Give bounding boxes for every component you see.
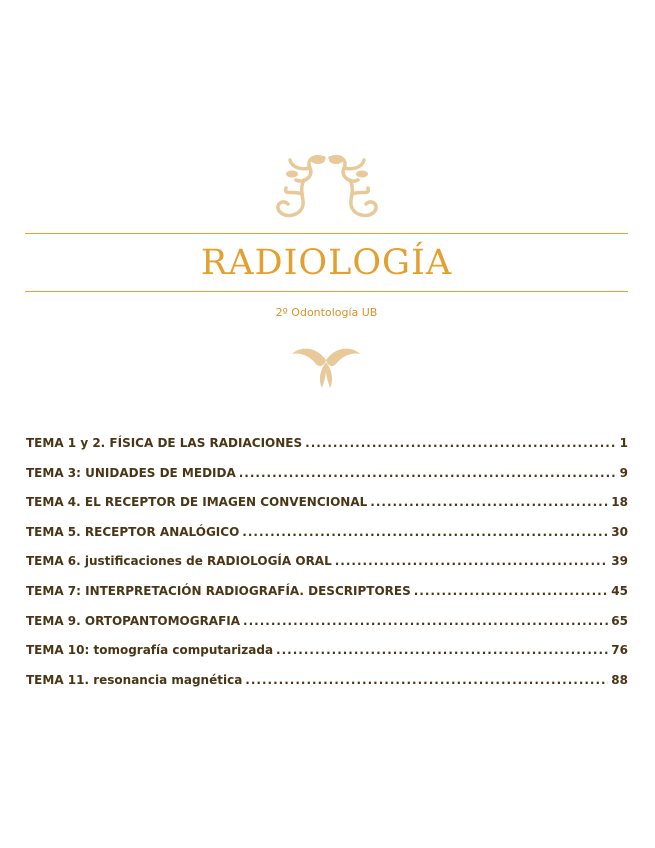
toc-entry[interactable]: [26, 610, 628, 640]
toc-entry[interactable]: [26, 550, 628, 580]
toc-dot-leader: [276, 639, 608, 661]
toc-entry-title: TEMA 3: UNIDADES DE MEDIDA: [26, 465, 236, 480]
toc-entry-title: TEMA 1 y 2. FÍSICA DE LAS RADIACIONES: [26, 436, 303, 450]
title-top-rule: [25, 233, 628, 234]
toc-dot-leader: [414, 580, 609, 602]
toc-entry-page-number: 88: [611, 672, 628, 687]
toc-entry-page-number: 30: [611, 524, 628, 539]
toc-entry[interactable]: [26, 580, 628, 610]
toc-entry[interactable]: [26, 521, 628, 551]
toc-entry-title: TEMA 4. EL RECEPTOR DE IMAGEN CONVENCIONAL: [26, 495, 368, 510]
toc-entry-page-number: 1: [619, 436, 628, 450]
toc-dot-leader: [335, 550, 609, 572]
toc-entry-page-number: 18: [611, 495, 628, 510]
leaf-flourish-icon: [290, 342, 362, 390]
floral-flourish-icon: [262, 150, 392, 225]
toc-entry-title: TEMA 10: tomografía computarizada: [26, 643, 274, 658]
toc-entry-page-number: 9: [619, 465, 628, 480]
title-bottom-rule: [25, 291, 628, 292]
toc-entry-title: TEMA 11. resonancia magnética: [26, 672, 243, 687]
toc-dot-leader: [242, 521, 608, 543]
toc-entry-title: TEMA 5. RECEPTOR ANALÓGICO: [26, 524, 240, 539]
document-subtitle: 2º Odontología UB: [275, 306, 378, 319]
toc-entry[interactable]: [26, 491, 628, 521]
document-title: RADIOLOGÍA: [200, 243, 453, 283]
toc-entry-title: TEMA 6. justificaciones de RADIOLOGÍA ORAL: [26, 554, 332, 569]
toc-dot-leader: [370, 491, 608, 513]
toc-entry[interactable]: [26, 669, 628, 699]
toc-dot-leader: [245, 669, 608, 691]
toc-entry-title: TEMA 9. ORTOPANTOMOGRAFIA: [26, 613, 241, 628]
toc-entry-page-number: 65: [611, 613, 628, 628]
toc-dot-leader: [305, 432, 617, 454]
table-of-contents: [26, 432, 628, 698]
toc-entry-title: TEMA 7: INTERPRETACIÓN RADIOGRAFÍA. DESCRIPTORES: [26, 583, 411, 598]
toc-dot-leader: [239, 462, 617, 484]
toc-entry-page-number: 45: [611, 583, 628, 598]
toc-entry[interactable]: [26, 462, 628, 492]
toc-entry-page-number: 39: [611, 554, 628, 569]
toc-entry-page-number: 76: [611, 643, 628, 658]
toc-entry[interactable]: [26, 639, 628, 669]
toc-entry[interactable]: [26, 432, 628, 462]
toc-dot-leader: [243, 610, 608, 632]
